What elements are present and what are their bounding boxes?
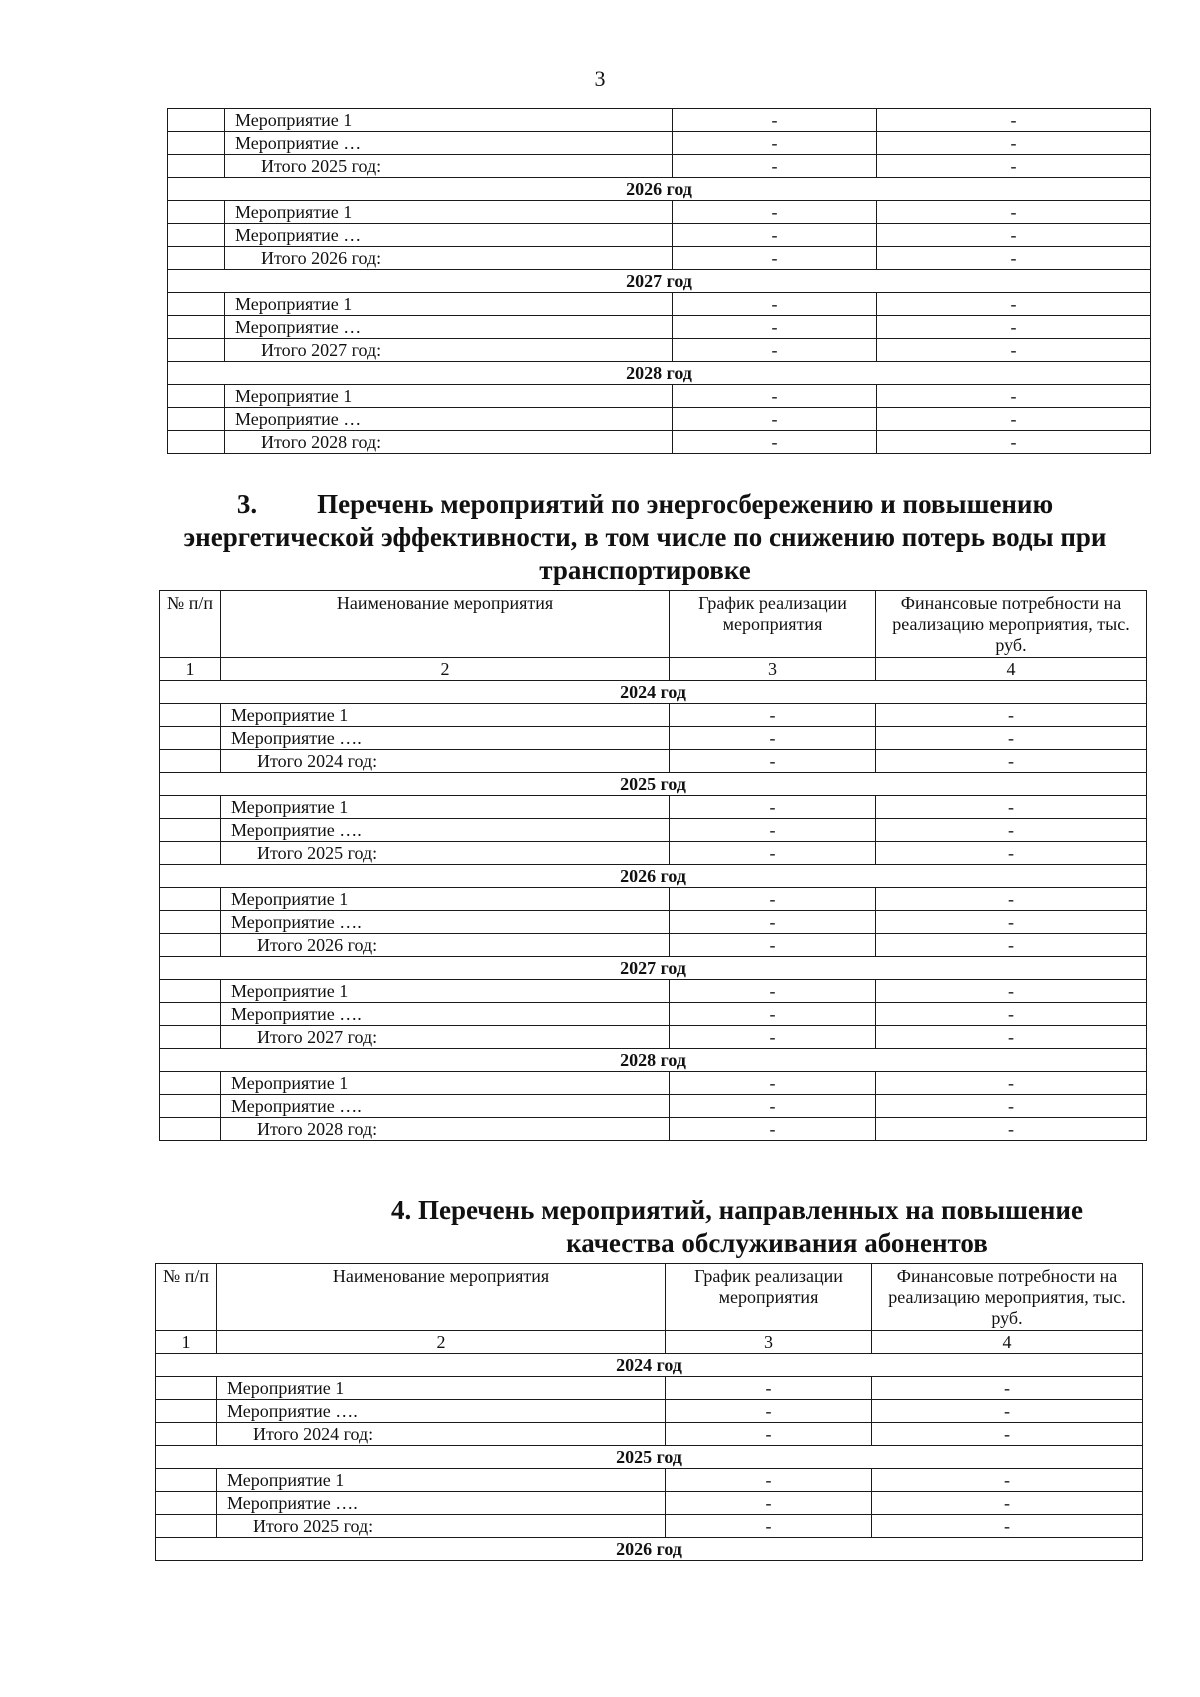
row-number-cell <box>160 750 221 773</box>
col-finance-index: 4 <box>876 658 1147 681</box>
year-row <box>160 957 1147 980</box>
event-name-cell: Мероприятие 1 <box>221 980 670 1003</box>
table-row <box>160 980 1147 1003</box>
row-number-cell <box>168 339 225 362</box>
schedule-cell: - <box>673 132 877 155</box>
table-row <box>160 888 1147 911</box>
col-schedule-index: 3 <box>670 658 876 681</box>
row-number-cell <box>156 1515 217 1538</box>
section-4-title-line1: Перечень мероприятий, направленных на повышение <box>418 1195 1083 1225</box>
schedule-cell: - <box>670 750 876 773</box>
schedule-cell: - <box>670 1072 876 1095</box>
schedule-cell: - <box>673 109 877 132</box>
table-row <box>160 819 1147 842</box>
row-number-cell <box>160 980 221 1003</box>
total-row <box>160 1026 1147 1049</box>
finance-cell: - <box>876 934 1147 957</box>
col-name-index: 2 <box>217 1331 666 1354</box>
year-heading: 2027 год <box>168 270 1151 293</box>
finance-cell: - <box>876 842 1147 865</box>
finance-cell: - <box>876 1026 1147 1049</box>
schedule-cell: - <box>666 1377 872 1400</box>
schedule-cell: - <box>670 1026 876 1049</box>
year-row <box>168 270 1151 293</box>
schedule-cell: - <box>670 911 876 934</box>
section-4-number: 4. <box>391 1195 412 1225</box>
section-4-title-line2: качества обслуживания абонентов <box>566 1228 988 1258</box>
service-quality-table <box>155 1263 1143 1561</box>
section-3-title-line3: транспортировке <box>539 555 751 585</box>
event-name-cell: Мероприятие 1 <box>217 1377 666 1400</box>
finance-cell: - <box>877 109 1151 132</box>
table-row <box>160 1003 1147 1026</box>
row-number-cell <box>160 1118 221 1141</box>
schedule-cell: - <box>670 980 876 1003</box>
event-name-cell: Итого 2026 год: <box>225 247 673 270</box>
finance-cell: - <box>877 224 1151 247</box>
event-name-cell: Итого 2028 год: <box>221 1118 670 1141</box>
row-number-cell <box>168 316 225 339</box>
finance-cell: - <box>877 431 1151 454</box>
section-3-number: 3. <box>236 489 258 519</box>
row-number-cell <box>168 431 225 454</box>
finance-cell: - <box>876 980 1147 1003</box>
year-heading: 2027 год <box>160 957 1147 980</box>
row-number-cell <box>156 1469 217 1492</box>
event-name-cell: Итого 2026 год: <box>221 934 670 957</box>
row-number-cell <box>168 155 225 178</box>
finance-cell: - <box>876 704 1147 727</box>
event-name-cell: Мероприятие 1 <box>225 385 673 408</box>
row-number-cell <box>160 796 221 819</box>
table-row <box>156 1492 1143 1515</box>
schedule-cell: - <box>670 842 876 865</box>
col-name-index: 2 <box>221 658 670 681</box>
event-name-cell: Итого 2025 год: <box>221 842 670 865</box>
page-number: 3 <box>594 66 606 91</box>
table-row <box>168 132 1151 155</box>
year-heading: 2024 год <box>156 1354 1143 1377</box>
column-numbers-row <box>160 658 1147 681</box>
event-name-cell: Мероприятие 1 <box>221 796 670 819</box>
row-number-cell <box>168 109 225 132</box>
finance-cell: - <box>872 1423 1143 1446</box>
row-number-cell <box>156 1400 217 1423</box>
row-number-cell <box>168 293 225 316</box>
section-3-title-line2: энергетической эффективности, в том числе по снижению потерь воды при <box>183 522 1107 552</box>
finance-cell: - <box>877 385 1151 408</box>
schedule-cell: - <box>673 155 877 178</box>
event-name-cell: Итого 2027 год: <box>221 1026 670 1049</box>
event-name-cell: Мероприятие …. <box>221 1095 670 1118</box>
event-name-cell: Мероприятие …. <box>221 819 670 842</box>
total-row <box>160 842 1147 865</box>
event-name-cell: Мероприятие … <box>225 408 673 431</box>
col-number-header: № п/п <box>160 591 221 658</box>
schedule-cell: - <box>666 1423 872 1446</box>
schedule-cell: - <box>666 1515 872 1538</box>
schedule-cell: - <box>666 1400 872 1423</box>
row-number-cell <box>160 1003 221 1026</box>
schedule-cell: - <box>670 727 876 750</box>
col-number-header: № п/п <box>156 1264 217 1331</box>
table-row <box>156 1377 1143 1400</box>
finance-cell: - <box>877 408 1151 431</box>
schedule-cell: - <box>670 796 876 819</box>
event-name-cell: Мероприятие …. <box>217 1400 666 1423</box>
year-heading: 2024 год <box>160 681 1147 704</box>
col-number-index: 1 <box>156 1331 217 1354</box>
schedule-cell: - <box>673 293 877 316</box>
event-name-cell: Итого 2024 год: <box>221 750 670 773</box>
event-name-cell: Мероприятие 1 <box>225 293 673 316</box>
finance-cell: - <box>876 750 1147 773</box>
total-row <box>160 1118 1147 1141</box>
row-number-cell <box>160 842 221 865</box>
section-3-title-line1: Перечень мероприятий по энергосбережению и повышению <box>317 489 1054 519</box>
schedule-cell: - <box>670 934 876 957</box>
section-4-title <box>362 1194 1112 1260</box>
row-number-cell <box>168 408 225 431</box>
row-number-cell <box>160 934 221 957</box>
year-row <box>160 865 1147 888</box>
row-number-cell <box>168 247 225 270</box>
event-name-cell: Мероприятие 1 <box>221 704 670 727</box>
table-row <box>156 1469 1143 1492</box>
finance-cell: - <box>872 1377 1143 1400</box>
table-row <box>160 727 1147 750</box>
finance-cell: - <box>872 1400 1143 1423</box>
total-row <box>168 431 1151 454</box>
table-row <box>156 1400 1143 1423</box>
schedule-cell: - <box>666 1492 872 1515</box>
col-finance-header: Финансовые потребности на реализацию мероприятия, тыс. руб. <box>872 1264 1143 1331</box>
finance-cell: - <box>876 911 1147 934</box>
table-row <box>168 385 1151 408</box>
table-row <box>168 293 1151 316</box>
row-number-cell <box>156 1423 217 1446</box>
section-3-title <box>150 488 1140 587</box>
schedule-cell: - <box>673 201 877 224</box>
total-row <box>168 339 1151 362</box>
schedule-cell: - <box>670 1118 876 1141</box>
table-row <box>168 109 1151 132</box>
year-heading: 2025 год <box>160 773 1147 796</box>
event-name-cell: Мероприятие … <box>225 132 673 155</box>
schedule-cell: - <box>673 431 877 454</box>
row-number-cell <box>156 1492 217 1515</box>
finance-cell: - <box>876 1003 1147 1026</box>
row-number-cell <box>168 201 225 224</box>
total-row <box>156 1423 1143 1446</box>
schedule-cell: - <box>670 1003 876 1026</box>
energy-saving-table <box>159 590 1147 1141</box>
schedule-cell: - <box>673 339 877 362</box>
table-row <box>160 911 1147 934</box>
col-name-header: Наименование мероприятия <box>217 1264 666 1331</box>
schedule-cell: - <box>670 819 876 842</box>
row-number-cell <box>160 911 221 934</box>
col-schedule-header: График реализации мероприятия <box>666 1264 872 1331</box>
total-row <box>160 934 1147 957</box>
total-row <box>160 750 1147 773</box>
year-row <box>160 681 1147 704</box>
event-name-cell: Итого 2024 год: <box>217 1423 666 1446</box>
schedule-cell: - <box>673 408 877 431</box>
finance-cell: - <box>876 888 1147 911</box>
col-finance-header: Финансовые потребности на реализацию мероприятия, тыс. руб. <box>876 591 1147 658</box>
row-number-cell <box>160 888 221 911</box>
event-name-cell: Мероприятие 1 <box>221 888 670 911</box>
continued-table <box>167 108 1151 454</box>
table-header-row <box>160 591 1147 658</box>
finance-cell: - <box>877 201 1151 224</box>
year-row <box>156 1354 1143 1377</box>
row-number-cell <box>160 1026 221 1049</box>
finance-cell: - <box>876 1072 1147 1095</box>
col-schedule-header: График реализации мероприятия <box>670 591 876 658</box>
total-row <box>168 155 1151 178</box>
row-number-cell <box>160 819 221 842</box>
row-number-cell <box>168 224 225 247</box>
finance-cell: - <box>877 247 1151 270</box>
schedule-cell: - <box>673 385 877 408</box>
table-row <box>168 201 1151 224</box>
finance-cell: - <box>877 339 1151 362</box>
finance-cell: - <box>876 1118 1147 1141</box>
total-row <box>168 247 1151 270</box>
row-number-cell <box>160 1095 221 1118</box>
finance-cell: - <box>872 1469 1143 1492</box>
table-row <box>168 408 1151 431</box>
finance-cell: - <box>876 796 1147 819</box>
row-number-cell <box>160 727 221 750</box>
finance-cell: - <box>876 727 1147 750</box>
event-name-cell: Мероприятие 1 <box>221 1072 670 1095</box>
col-number-index: 1 <box>160 658 221 681</box>
year-heading: 2025 год <box>156 1446 1143 1469</box>
event-name-cell: Итого 2025 год: <box>217 1515 666 1538</box>
finance-cell: - <box>872 1515 1143 1538</box>
finance-cell: - <box>877 316 1151 339</box>
event-name-cell: Мероприятие …. <box>217 1492 666 1515</box>
event-name-cell: Мероприятие … <box>225 224 673 247</box>
table-row <box>160 704 1147 727</box>
schedule-cell: - <box>673 316 877 339</box>
year-row <box>160 1049 1147 1072</box>
year-row <box>156 1538 1143 1561</box>
event-name-cell: Мероприятие … <box>225 316 673 339</box>
row-number-cell <box>168 385 225 408</box>
row-number-cell <box>160 1072 221 1095</box>
schedule-cell: - <box>666 1469 872 1492</box>
finance-cell: - <box>872 1492 1143 1515</box>
total-row <box>156 1515 1143 1538</box>
finance-cell: - <box>877 155 1151 178</box>
event-name-cell: Мероприятие 1 <box>217 1469 666 1492</box>
row-number-cell <box>160 704 221 727</box>
column-numbers-row <box>156 1331 1143 1354</box>
event-name-cell: Мероприятие …. <box>221 1003 670 1026</box>
row-number-cell <box>168 132 225 155</box>
table-row <box>160 796 1147 819</box>
event-name-cell: Итого 2027 год: <box>225 339 673 362</box>
col-schedule-index: 3 <box>666 1331 872 1354</box>
year-heading: 2028 год <box>168 362 1151 385</box>
event-name-cell: Мероприятие 1 <box>225 109 673 132</box>
finance-cell: - <box>876 1095 1147 1118</box>
finance-cell: - <box>877 132 1151 155</box>
table-header-row <box>156 1264 1143 1331</box>
year-row <box>168 178 1151 201</box>
event-name-cell: Мероприятие 1 <box>225 201 673 224</box>
event-name-cell: Мероприятие …. <box>221 911 670 934</box>
schedule-cell: - <box>670 1095 876 1118</box>
schedule-cell: - <box>670 888 876 911</box>
finance-cell: - <box>877 293 1151 316</box>
year-row <box>156 1446 1143 1469</box>
year-heading: 2026 год <box>156 1538 1143 1561</box>
schedule-cell: - <box>673 247 877 270</box>
year-heading: 2026 год <box>160 865 1147 888</box>
year-row <box>160 773 1147 796</box>
schedule-cell: - <box>670 704 876 727</box>
table-row <box>168 224 1151 247</box>
row-number-cell <box>156 1377 217 1400</box>
year-heading: 2026 год <box>168 178 1151 201</box>
year-heading: 2028 год <box>160 1049 1147 1072</box>
event-name-cell: Итого 2028 год: <box>225 431 673 454</box>
table-row <box>160 1072 1147 1095</box>
schedule-cell: - <box>673 224 877 247</box>
finance-cell: - <box>876 819 1147 842</box>
event-name-cell: Мероприятие …. <box>221 727 670 750</box>
col-name-header: Наименование мероприятия <box>221 591 670 658</box>
year-row <box>168 362 1151 385</box>
col-finance-index: 4 <box>872 1331 1143 1354</box>
table-row <box>168 316 1151 339</box>
event-name-cell: Итого 2025 год: <box>225 155 673 178</box>
table-row <box>160 1095 1147 1118</box>
